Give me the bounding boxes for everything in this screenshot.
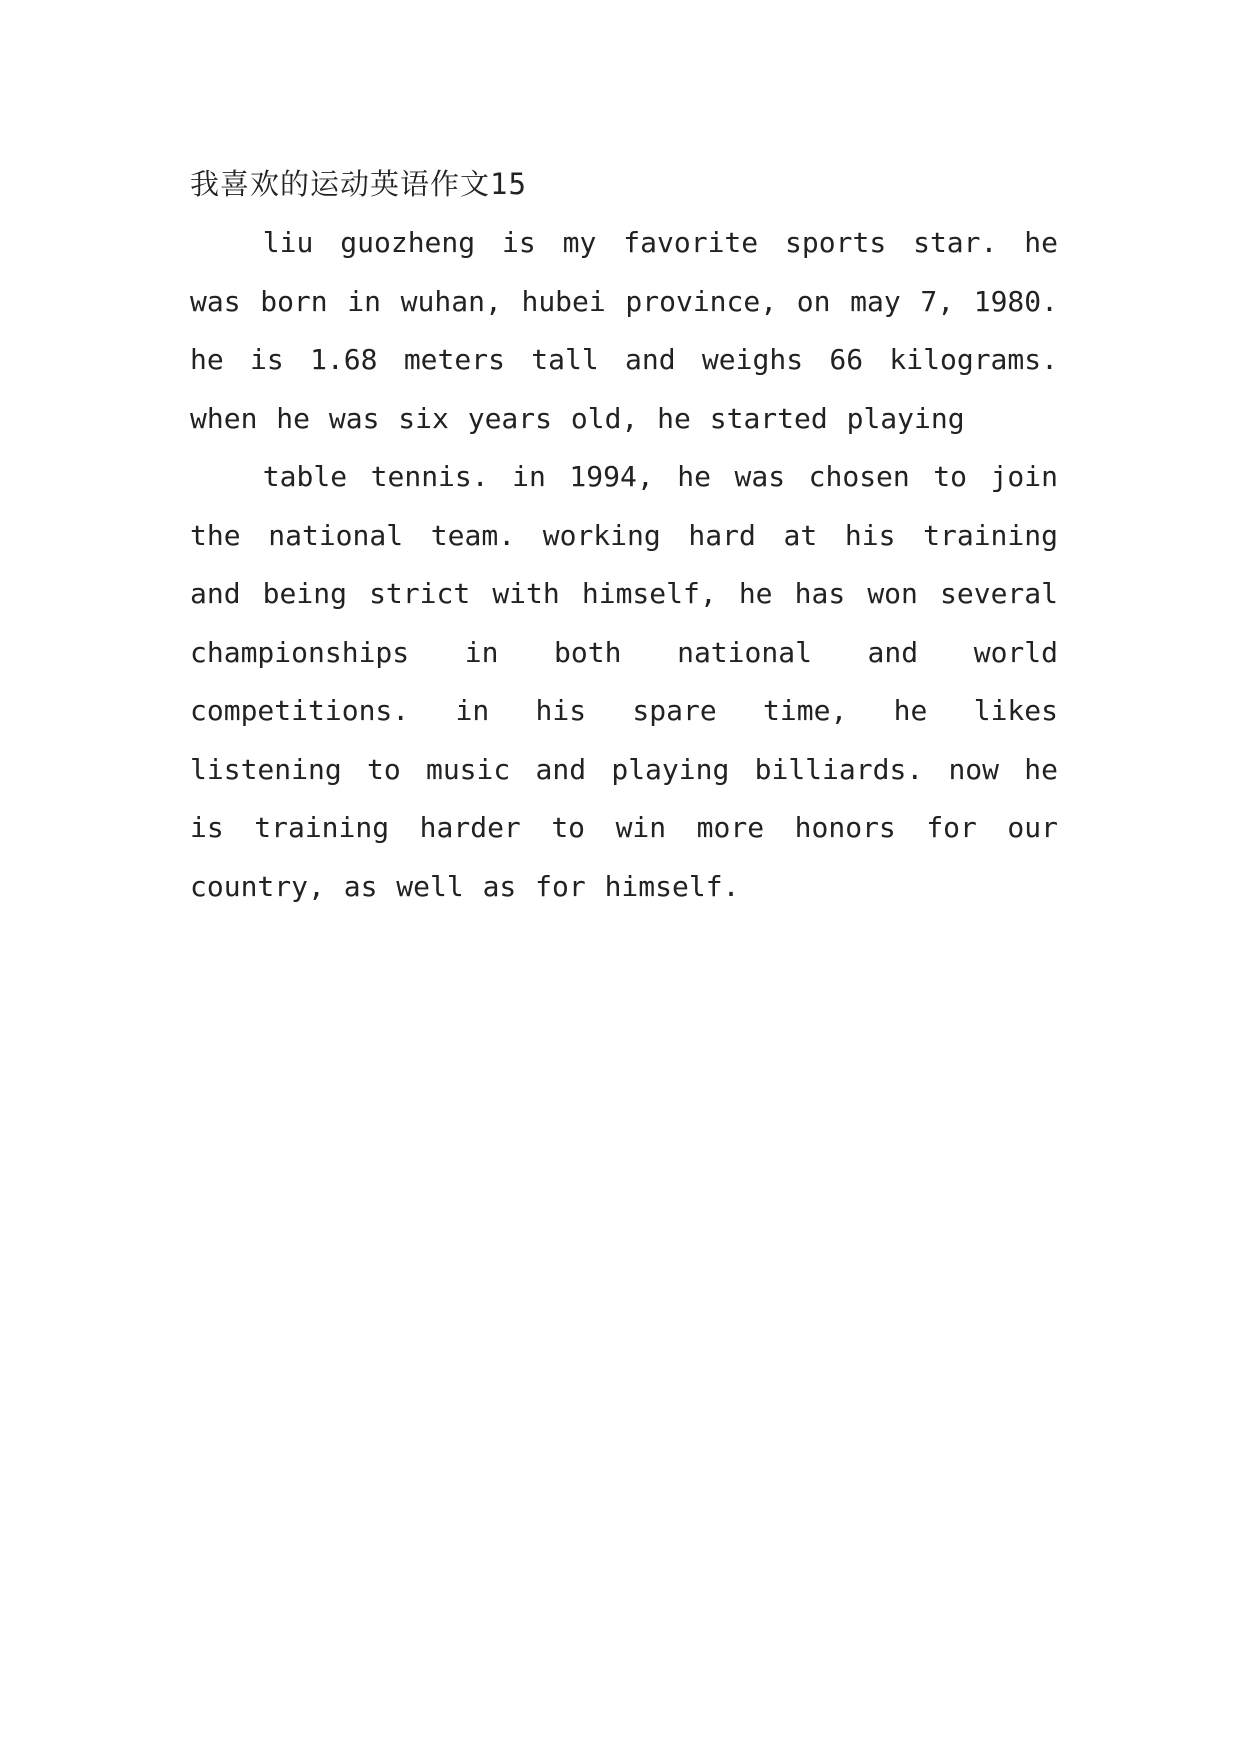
document-body: [190, 162, 1058, 916]
document-title: 我喜欢的运动英语作文15: [190, 167, 527, 201]
paragraph-1: liu guozheng is my favorite sports star. he was born in wuhan, hubei province, on may 7, 1980. he is 1.68 meters tall and weighs 66 kilograms. when he was six years old, he started playing: [190, 226, 1058, 435]
paragraph-2: table tennis. in 1994, he was chosen to join the national team. working hard at his training and being strict with himself, he has won several championships in both national and world competitions. in his spare time, he likes listening to music and playing billiards. now he is training harder to win more honors for our country, as well as for himself.: [190, 460, 1058, 903]
